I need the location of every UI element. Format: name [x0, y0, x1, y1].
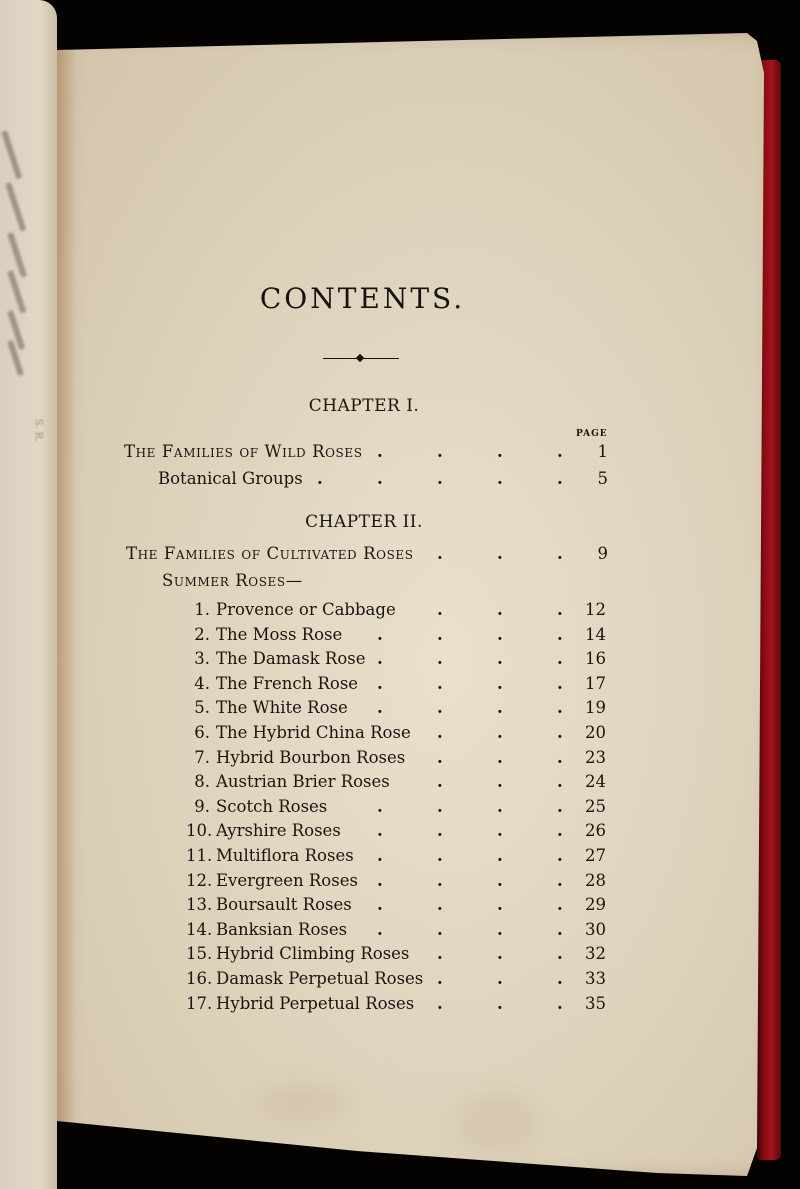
leader-dot: . — [497, 544, 503, 563]
leader-dot: . — [377, 846, 383, 865]
entry-number: 14. — [186, 919, 213, 939]
page-number: 14 — [585, 624, 606, 644]
toc-entry — [0, 795, 800, 819]
leader-dot: . — [437, 821, 443, 841]
toc-entry — [0, 696, 800, 720]
leader-dot: . — [497, 747, 503, 767]
leader-dot: . — [557, 846, 563, 865]
leader-dot: . — [557, 993, 563, 1013]
leader-dot: . — [437, 870, 443, 890]
leader-dot: . — [377, 698, 383, 718]
page-number: 1 — [597, 442, 608, 461]
leader-dot: . — [557, 673, 563, 693]
leader-dot: . — [497, 944, 503, 964]
entry-label: Multiflora Roses — [216, 846, 354, 865]
page-number: 26 — [585, 821, 606, 841]
entry-label: Damask Perpetual Roses — [216, 969, 424, 988]
leader-dot: . — [437, 846, 443, 865]
leader-dot: . — [377, 649, 383, 669]
leader-dot: . — [377, 870, 383, 890]
entry-label: Ayrshire Roses — [216, 821, 341, 841]
page-number: 19 — [585, 698, 606, 718]
leader-dot: . — [497, 698, 503, 718]
leader-dot: . — [377, 673, 383, 693]
entry-number: 6. — [194, 723, 210, 742]
entry-label: Evergreen Roses — [216, 870, 358, 890]
leader-dot: . — [437, 442, 443, 461]
toc-entry — [0, 819, 800, 843]
leader-dot: . — [317, 469, 323, 488]
page-number: 5 — [597, 469, 608, 488]
entry-label: Hybrid Bourbon Roses — [216, 747, 406, 767]
leader-dot: . — [557, 442, 563, 461]
entry-number: 13. — [186, 895, 213, 915]
leader-dot: . — [497, 624, 503, 644]
toc-subheading — [0, 569, 800, 593]
leader-dot: . — [437, 993, 443, 1013]
entry-number: 17. — [186, 993, 213, 1013]
leader-dot: . — [497, 723, 503, 742]
page-number: 12 — [585, 600, 606, 619]
chapter-heading: CHAPTER II. — [305, 512, 423, 532]
entry-number: 5. — [194, 698, 210, 718]
leader-dot: . — [377, 895, 383, 915]
chapter-heading: CHAPTER I. — [308, 396, 420, 416]
page-number: 33 — [585, 969, 606, 988]
entry-label: Austrian Brier Roses — [216, 772, 390, 792]
toc-entry — [0, 967, 800, 991]
entry-label: Hybrid Perpetual Roses — [216, 993, 415, 1013]
page-number: 30 — [585, 919, 606, 939]
page-number: 16 — [585, 649, 606, 669]
toc-entry — [0, 942, 800, 966]
leader-dot: . — [497, 649, 503, 669]
entry-label: The Moss Rose — [216, 624, 343, 644]
page-number: 17 — [585, 673, 606, 693]
page-number: 9 — [597, 544, 608, 563]
entry-label: The Families of Wild Roses — [124, 442, 363, 461]
entry-label: Botanical Groups — [158, 469, 303, 488]
entry-number: 15. — [186, 944, 213, 964]
toc-entry — [0, 869, 800, 893]
entry-label: Hybrid Climbing Roses — [216, 944, 410, 964]
ghost-signature: S. R. — [32, 418, 44, 443]
page-number: 35 — [585, 993, 606, 1013]
leader-dot: . — [497, 673, 503, 693]
entry-number: 10. — [186, 821, 213, 841]
leader-dot: . — [497, 993, 503, 1013]
page-number: 20 — [585, 723, 606, 742]
leader-dot: . — [557, 969, 563, 988]
entry-label: Banksian Roses — [216, 919, 348, 939]
toc-entry — [0, 746, 800, 770]
entry-number: 3. — [194, 649, 210, 669]
leader-dot: . — [377, 469, 383, 488]
page-number: 24 — [585, 772, 606, 792]
entry-number: 1. — [194, 600, 210, 619]
page-number: 23 — [585, 747, 606, 767]
toc-entry — [0, 721, 800, 745]
leader-dot: . — [437, 624, 443, 644]
leader-dot: . — [437, 944, 443, 964]
ornament-divider — [323, 356, 399, 362]
toc-entry — [0, 542, 800, 566]
toc-entry — [0, 467, 800, 491]
leader-dot: . — [497, 796, 503, 816]
entry-number: 2. — [194, 624, 210, 644]
leader-dot: . — [437, 796, 443, 816]
leader-dot: . — [497, 919, 503, 939]
page-number: 25 — [585, 796, 606, 816]
leader-dot: . — [497, 469, 503, 488]
leader-dot: . — [497, 846, 503, 865]
leader-dot: . — [557, 772, 563, 792]
entry-number: 11. — [186, 846, 213, 865]
page-title: CONTENTS. — [259, 282, 466, 315]
entry-number: 12. — [186, 870, 213, 890]
leader-dot: . — [557, 870, 563, 890]
leader-dot: . — [557, 544, 563, 563]
leader-dot: . — [497, 772, 503, 792]
leader-dot: . — [557, 649, 563, 669]
leader-dot: . — [437, 747, 443, 767]
entry-label: The Families of Cultivated Roses — [126, 544, 414, 563]
leader-dot: . — [497, 442, 503, 461]
leader-dot: . — [437, 469, 443, 488]
leader-dot: . — [437, 969, 443, 988]
toc-entry — [0, 672, 800, 696]
toc-entry — [0, 440, 800, 464]
leader-dot: . — [377, 821, 383, 841]
leader-dot: . — [377, 919, 383, 939]
leader-dot: . — [557, 747, 563, 767]
toc-entry — [0, 623, 800, 647]
toc-entry — [0, 918, 800, 942]
leader-dot: . — [557, 895, 563, 915]
page-number: 28 — [585, 870, 606, 890]
leader-dot: . — [437, 772, 443, 792]
leader-dot: . — [377, 442, 383, 461]
toc-entry — [0, 598, 800, 622]
entry-number: 16. — [186, 969, 213, 988]
entry-label: Summer Roses— — [162, 571, 303, 590]
leader-dot: . — [497, 600, 503, 619]
diamond-icon — [356, 354, 364, 362]
entry-label: The Damask Rose — [216, 649, 366, 669]
leader-dot: . — [557, 469, 563, 488]
leader-dot: . — [437, 600, 443, 619]
entry-number: 9. — [194, 796, 210, 816]
leader-dot: . — [557, 821, 563, 841]
entry-label: The White Rose — [216, 698, 348, 718]
entry-label: Scotch Roses — [216, 796, 328, 816]
toc-entry — [0, 770, 800, 794]
leader-dot: . — [437, 698, 443, 718]
entry-number: 7. — [194, 747, 210, 767]
leader-dot: . — [557, 796, 563, 816]
leader-dot: . — [437, 673, 443, 693]
entry-label: Boursault Roses — [216, 895, 352, 915]
page-number: 29 — [585, 895, 606, 915]
leader-dot: . — [557, 624, 563, 644]
leader-dot: . — [497, 895, 503, 915]
leader-dot: . — [497, 870, 503, 890]
toc-entry — [0, 992, 800, 1016]
leader-dot: . — [377, 796, 383, 816]
page-column-label: PAGE — [576, 429, 608, 439]
toc-entry — [0, 893, 800, 917]
leader-dot: . — [437, 723, 443, 742]
entry-label: Provence or Cabbage — [216, 600, 396, 619]
leader-dot: . — [437, 919, 443, 939]
entry-label: The Hybrid China Rose — [216, 723, 411, 742]
entry-number: 4. — [194, 673, 210, 693]
toc-entry — [0, 844, 800, 868]
leader-dot: . — [557, 698, 563, 718]
leader-dot: . — [557, 600, 563, 619]
entry-number: 8. — [194, 772, 210, 792]
leader-dot: . — [557, 919, 563, 939]
leader-dot: . — [437, 649, 443, 669]
leader-dot: . — [437, 895, 443, 915]
page-number: 32 — [585, 944, 606, 964]
leader-dot: . — [497, 969, 503, 988]
leader-dot: . — [497, 821, 503, 841]
leader-dot: . — [377, 624, 383, 644]
page-number: 27 — [585, 846, 606, 865]
leader-dot: . — [437, 544, 443, 563]
entry-label: The French Rose — [216, 673, 359, 693]
toc-entry — [0, 647, 800, 671]
leader-dot: . — [557, 723, 563, 742]
leader-dot: . — [557, 944, 563, 964]
